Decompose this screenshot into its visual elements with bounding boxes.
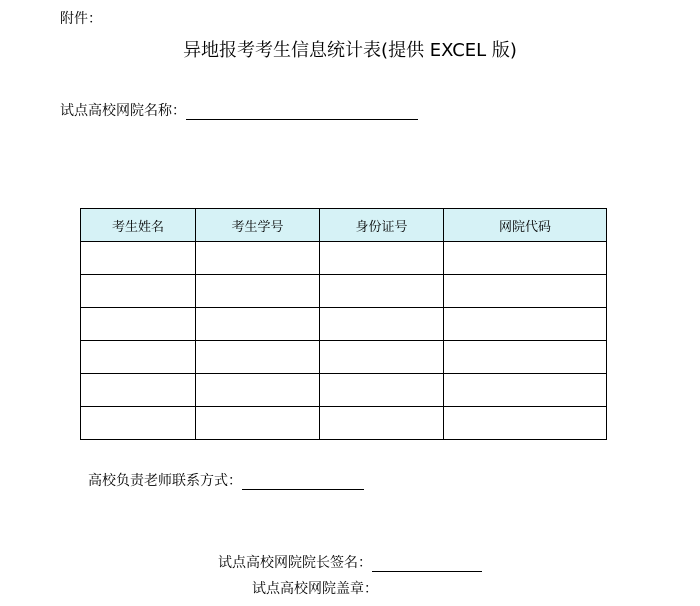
school-name-field bbox=[60, 100, 418, 120]
table-row bbox=[81, 242, 607, 275]
table-cell[interactable] bbox=[320, 275, 444, 308]
table-cell[interactable] bbox=[81, 275, 196, 308]
table-cell[interactable] bbox=[81, 242, 196, 275]
table-cell[interactable] bbox=[196, 374, 320, 407]
table-cell[interactable] bbox=[444, 341, 607, 374]
table-cell[interactable] bbox=[320, 374, 444, 407]
contact-label: 高校负责老师联系方式： bbox=[88, 473, 242, 489]
table-cell[interactable] bbox=[81, 374, 196, 407]
contact-blank-line[interactable] bbox=[242, 473, 364, 490]
document-title: 异地报考考生信息统计表(提供 EXCEL 版) bbox=[183, 40, 517, 61]
table-cell[interactable] bbox=[196, 275, 320, 308]
school-name-blank-line[interactable] bbox=[186, 103, 418, 120]
table-cell[interactable] bbox=[320, 242, 444, 275]
contact-field bbox=[88, 470, 364, 490]
table-cell[interactable] bbox=[196, 308, 320, 341]
table-cell[interactable] bbox=[444, 374, 607, 407]
seal-label: 试点高校网院盖章： bbox=[252, 581, 378, 597]
table-row bbox=[81, 308, 607, 341]
table-row bbox=[81, 341, 607, 374]
column-header-school-code: 网院代码 bbox=[444, 209, 607, 242]
table-row bbox=[81, 374, 607, 407]
table-row bbox=[81, 407, 607, 440]
table-header-row bbox=[81, 209, 607, 242]
table-cell[interactable] bbox=[196, 407, 320, 440]
seal-field bbox=[252, 578, 378, 598]
signature-blank-line[interactable] bbox=[372, 555, 482, 572]
column-header-id-card-number: 身份证号 bbox=[320, 209, 444, 242]
table-cell[interactable] bbox=[196, 341, 320, 374]
student-info-table bbox=[80, 208, 607, 440]
table-row bbox=[81, 275, 607, 308]
table-cell[interactable] bbox=[320, 407, 444, 440]
table-cell[interactable] bbox=[320, 308, 444, 341]
column-header-student-name: 考生姓名 bbox=[81, 209, 196, 242]
table-cell[interactable] bbox=[196, 242, 320, 275]
table-cell[interactable] bbox=[444, 308, 607, 341]
table-cell[interactable] bbox=[81, 308, 196, 341]
table-cell[interactable] bbox=[444, 275, 607, 308]
column-header-student-id: 考生学号 bbox=[196, 209, 320, 242]
school-name-label: 试点高校网院名称： bbox=[60, 103, 186, 119]
signature-field bbox=[218, 552, 482, 572]
table-cell[interactable] bbox=[81, 407, 196, 440]
table-cell[interactable] bbox=[81, 341, 196, 374]
table-cell[interactable] bbox=[444, 242, 607, 275]
attachment-label: 附件： bbox=[60, 11, 102, 27]
signature-label: 试点高校网院院长签名： bbox=[218, 555, 372, 571]
table-cell[interactable] bbox=[444, 407, 607, 440]
table-cell[interactable] bbox=[320, 341, 444, 374]
